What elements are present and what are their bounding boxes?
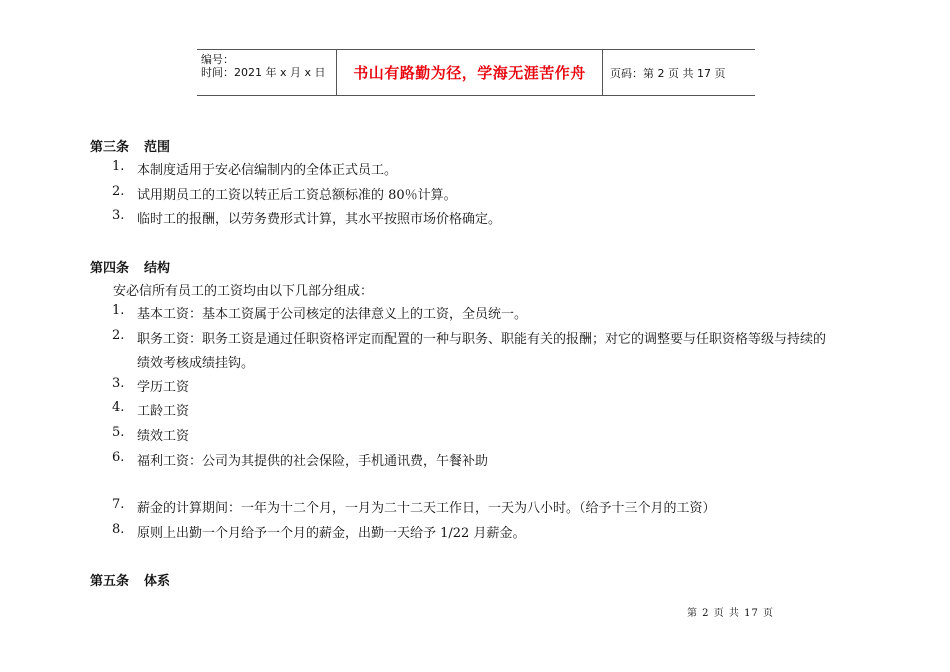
section4-item-num: 1. — [112, 303, 125, 318]
section4-item-text-continued: 绩效考核成绩挂钩。 — [137, 356, 255, 371]
section4-item-text: 原则上出勤一个月给予一个月的薪金，出勤一天给予 1/22 月薪金。 — [137, 526, 526, 541]
header-motto: 书山有路勤为径，学海无涯苦作舟 — [337, 50, 603, 95]
section3-item-text: 本制度适用于安必信编制内的全体正式员工。 — [137, 163, 398, 178]
section3-item-num: 1. — [112, 159, 125, 174]
section4-item-num: 8. — [112, 522, 125, 537]
section4-item-text: 薪金的计算期间：一年为十二个月，一月为二十二天工作日，一天为八小时。（给予十三个月的工资） — [137, 501, 716, 516]
section4-heading-num: 第四条 — [90, 261, 130, 276]
header-date-label: 时间：2021 年 x 月 x 日 — [201, 66, 326, 79]
section4-item-num: 2. — [112, 328, 125, 343]
section5-heading — [90, 570, 170, 589]
section3-item-text: 临时工的报酬，以劳务费形式计算，其水平按照市场价格确定。 — [137, 212, 502, 227]
section4-item-text: 福利工资：公司为其提供的社会保险，手机通讯费，午餐补助 — [137, 454, 489, 469]
section4-item-num: 3. — [112, 376, 125, 391]
section3-item-num: 3. — [112, 208, 125, 223]
section3-heading-num: 第三条 — [90, 140, 130, 155]
section4-item-num: 5. — [112, 425, 125, 440]
header-meta — [197, 50, 337, 95]
section3-item-text: 试用期员工的工资以转正后工资总额标准的 80％计算。 — [137, 188, 457, 203]
section3-heading — [90, 136, 170, 155]
section4-item-text: 工龄工资 — [137, 404, 190, 419]
header-number-label: 编号： — [201, 53, 234, 66]
section4-item-text: 学历工资 — [137, 380, 190, 395]
section4-heading — [90, 257, 170, 276]
page-header — [197, 49, 755, 96]
section5-heading-num: 第五条 — [90, 574, 130, 589]
section3-heading-title: 范围 — [144, 140, 171, 155]
section4-item-text: 基本工资：基本工资属于公司核定的法律意义上的工资，全员统一。 — [137, 307, 528, 322]
page-footer: 第 2 页 共 17 页 — [687, 608, 774, 619]
section4-heading-title: 结构 — [144, 261, 171, 276]
section5-heading-title: 体系 — [144, 574, 171, 589]
section3-item-num: 2. — [112, 184, 125, 199]
section4-item-text: 绩效工资 — [137, 429, 190, 444]
section4-intro: 安必信所有员工的工资均由以下几部分组成： — [113, 284, 374, 299]
section4-item-text: 职务工资：职务工资是通过任职资格评定而配置的一种与职务、职能有关的报酬；对它的调整要与任职资格等级与持续的 — [137, 332, 827, 347]
section4-item-num: 4. — [112, 400, 125, 415]
section4-item-num: 7. — [112, 497, 125, 512]
section4-item-num: 6. — [112, 450, 125, 465]
header-page-label: 页码：第 2 页 共 17 页 — [610, 66, 726, 80]
